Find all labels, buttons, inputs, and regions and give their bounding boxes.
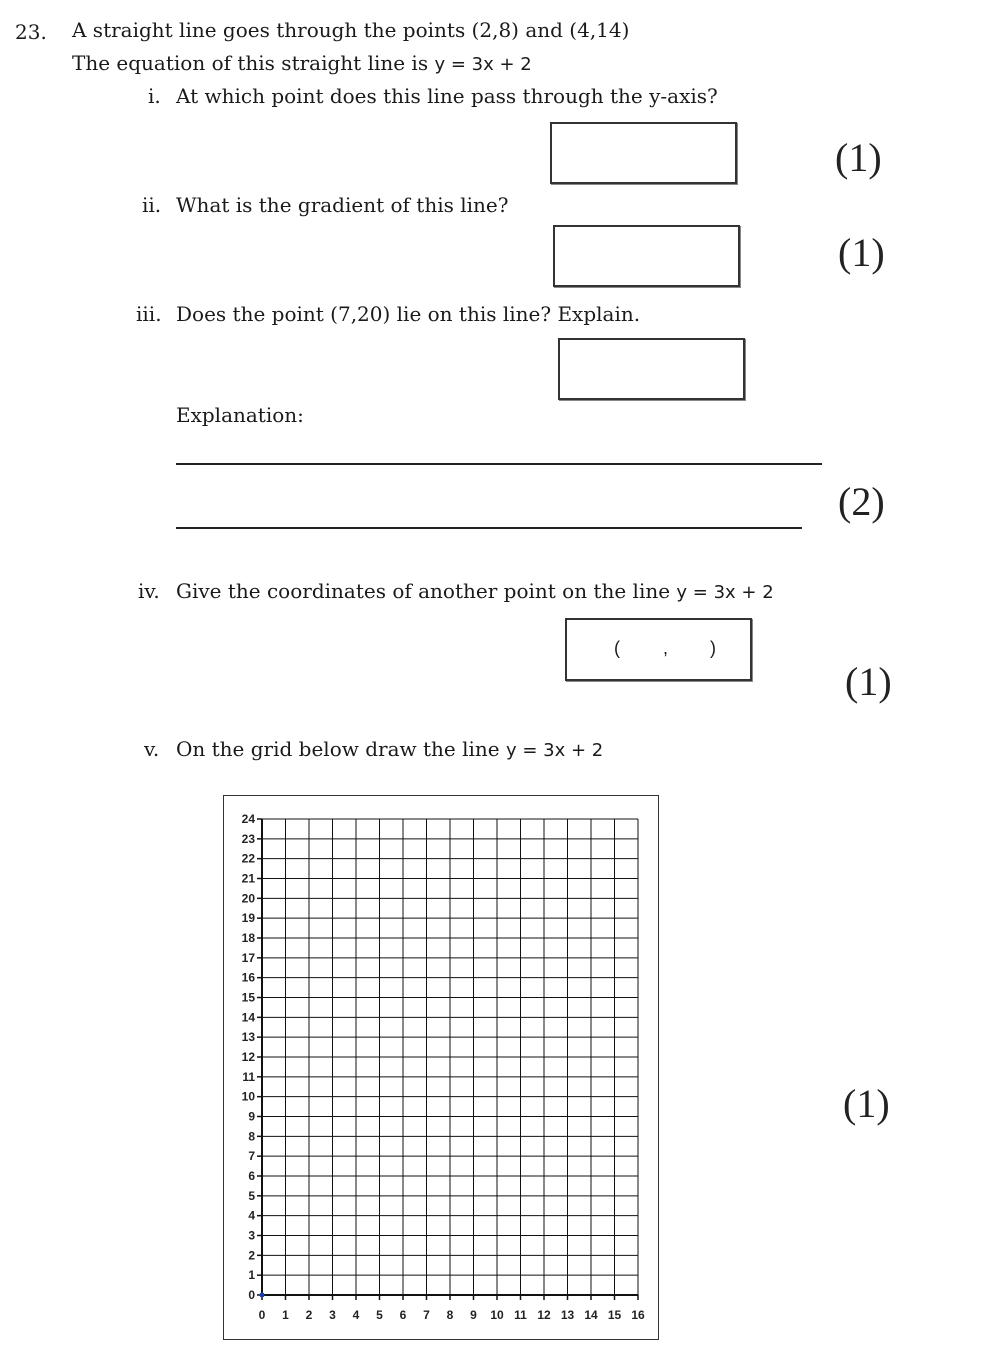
part-ii-answer-box[interactable]: [553, 225, 740, 287]
y-tick-label: 23: [241, 831, 255, 846]
explanation-line-1[interactable]: [176, 463, 822, 465]
part-ii-label: ii.: [142, 193, 162, 217]
intro-equation: y = 3x + 2: [434, 54, 532, 75]
part-ii-text: What is the gradient of this line?: [176, 193, 509, 217]
y-tick-label: 0: [248, 1288, 255, 1302]
coord-comma: ,: [663, 638, 669, 658]
y-tick-label: 21: [241, 871, 255, 886]
y-tick-label: 11: [242, 1069, 255, 1084]
part-iv-label: iv.: [138, 579, 160, 603]
intro-line2-text: The equation of this straight line is: [72, 51, 429, 75]
y-tick-label: 9: [248, 1109, 255, 1124]
y-tick-label: 6: [248, 1169, 255, 1183]
x-tick-label: 4: [352, 1308, 360, 1322]
y-tick-label: 7: [248, 1149, 255, 1164]
explanation-label: Explanation:: [176, 403, 304, 427]
y-tick-label: 13: [241, 1030, 255, 1045]
y-tick-label: 18: [241, 931, 255, 945]
y-tick-label: 15: [241, 990, 255, 1005]
part-v-text: [176, 737, 603, 761]
part-i-label: i.: [148, 84, 161, 108]
part-ii-marks: (1): [838, 230, 885, 275]
part-i-marks: (1): [835, 135, 882, 180]
x-tick-label: 2: [305, 1308, 313, 1322]
x-tick-label: 6: [399, 1308, 407, 1322]
y-tick-label: 22: [241, 851, 255, 866]
y-tick-label: 19: [241, 911, 255, 926]
part-v-label: v.: [144, 737, 160, 761]
question-intro-line2: [72, 51, 532, 75]
y-tick-label: 14: [241, 1010, 255, 1025]
y-tick-label: 1: [248, 1268, 255, 1283]
y-tick-label: 4: [248, 1208, 255, 1223]
coord-close-paren: ): [710, 638, 716, 658]
y-tick-label: 2: [248, 1248, 255, 1263]
question-number: 23.: [15, 20, 47, 44]
x-tick-label: 14: [584, 1308, 598, 1322]
y-tick-label: 16: [241, 970, 255, 985]
part-i-text: At which point does this line pass through the y-axis?: [176, 84, 718, 108]
y-tick-label: 10: [241, 1089, 255, 1104]
part-iii-marks: (2): [838, 479, 885, 524]
graph-frame: [223, 795, 659, 1340]
part-iv-coordinate-box[interactable]: [565, 618, 752, 681]
question-intro-line1: A straight line goes through the points (2,8) and (4,14): [72, 18, 630, 42]
x-tick-label: 13: [560, 1308, 575, 1322]
x-tick-label: 3: [329, 1308, 336, 1322]
part-iii-answer-box[interactable]: [558, 338, 745, 400]
y-tick-label: 3: [248, 1228, 255, 1243]
part-v-equation: y = 3x + 2: [505, 740, 604, 761]
part-iv-text: [176, 579, 774, 603]
part-iv-equation: y = 3x + 2: [676, 582, 774, 603]
x-tick-label: 8: [446, 1308, 454, 1322]
x-tick-label: 0: [258, 1308, 266, 1322]
y-tick-label: 5: [248, 1188, 255, 1203]
x-tick-label: 11: [514, 1308, 527, 1322]
x-tick-label: 1: [282, 1308, 289, 1322]
part-v-marks: (1): [843, 1081, 890, 1126]
coordinate-grid[interactable]: [224, 796, 657, 1338]
y-tick-label: 12: [241, 1050, 255, 1064]
part-iv-question: Give the coordinates of another point on the line: [176, 579, 671, 603]
y-tick-label: 20: [241, 891, 255, 906]
origin-marker: [260, 1293, 265, 1298]
x-tick-label: 16: [631, 1308, 645, 1322]
y-tick-label: 17: [241, 950, 255, 965]
x-tick-label: 10: [490, 1308, 504, 1322]
x-tick-label: 12: [537, 1308, 551, 1322]
coord-open-paren: (: [614, 638, 620, 658]
y-tick-label: 8: [248, 1129, 255, 1144]
part-iii-label: iii.: [136, 302, 162, 326]
x-tick-label: 9: [470, 1308, 477, 1322]
x-tick-label: 15: [607, 1308, 622, 1322]
part-iv-marks: (1): [845, 659, 892, 704]
x-tick-label: 7: [423, 1308, 430, 1322]
part-iii-text: Does the point (7,20) lie on this line? Explain.: [176, 302, 641, 326]
x-tick-label: 5: [376, 1308, 383, 1322]
y-tick-label: 24: [241, 812, 255, 826]
part-v-question: On the grid below draw the line: [176, 737, 500, 761]
explanation-line-2[interactable]: [176, 527, 802, 529]
part-i-answer-box[interactable]: [550, 122, 737, 184]
